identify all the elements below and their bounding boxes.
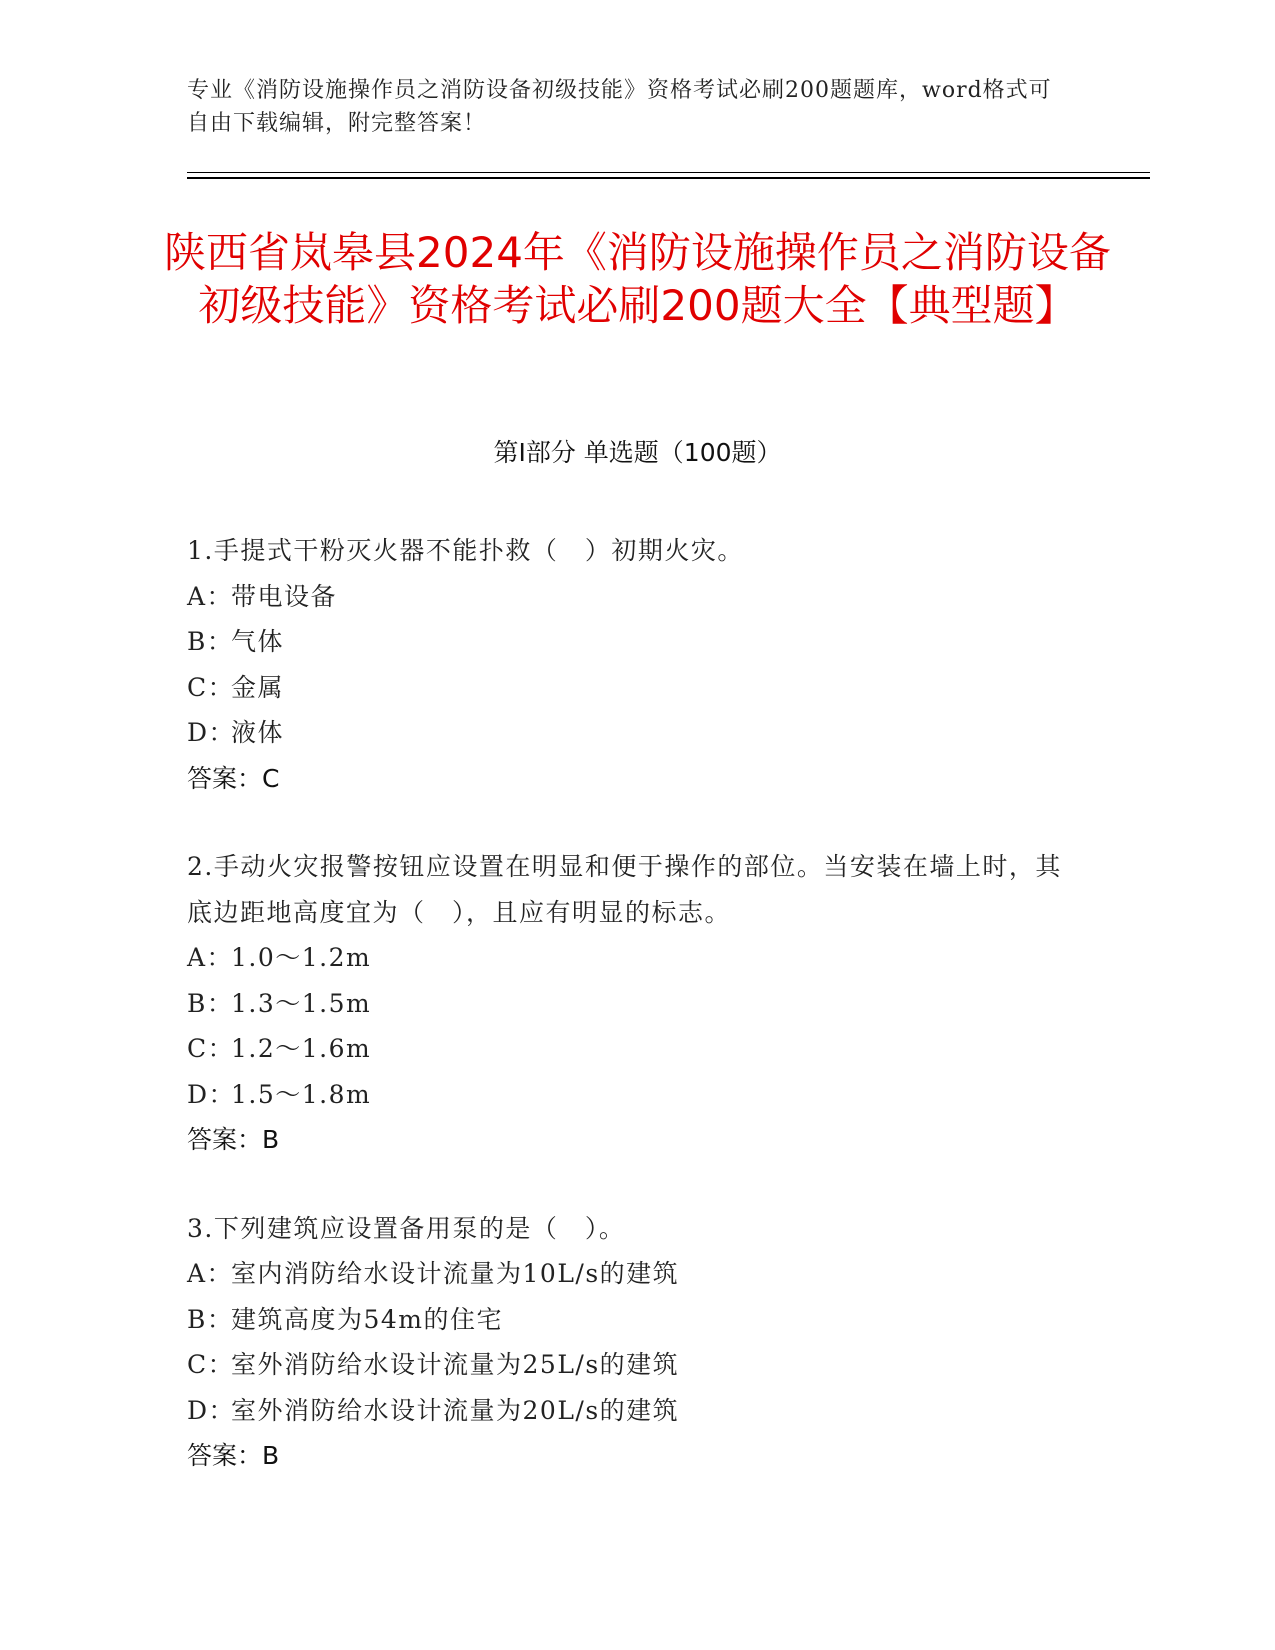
- option-key: C：: [187, 672, 235, 702]
- option-text: 气体: [231, 627, 285, 656]
- option-key: B：: [187, 627, 234, 656]
- option-c: [187, 1342, 1067, 1388]
- option-c: [187, 665, 1067, 711]
- option-text: 1.3～1.5m: [231, 988, 372, 1018]
- option-key: A：: [187, 943, 234, 972]
- option-text: 1.2～1.6m: [231, 1034, 372, 1063]
- header-rule-thick: [187, 177, 1150, 179]
- option-b: [187, 1297, 1067, 1343]
- section-heading: 第I部分 单选题（100题）: [493, 438, 782, 467]
- option-b: [187, 981, 1067, 1027]
- option-text: 室外消防给水设计流量为20L/s的建筑: [231, 1395, 680, 1425]
- option-text: 室外消防给水设计流量为25L/s的建筑: [231, 1350, 680, 1379]
- answer-line: 答案：B: [187, 1125, 280, 1154]
- option-text: 1.5～1.8m: [231, 1079, 372, 1109]
- document-title: 陕西省岚皋县2024年《消防设施操作员之消防设备初级技能》资格考试必刷200题大全【典型题】: [164, 228, 1111, 330]
- option-b: [187, 619, 1067, 665]
- option-text: 金属: [231, 672, 285, 702]
- question-2: [187, 844, 1067, 1163]
- option-d: [187, 710, 1067, 756]
- option-key: D：: [187, 1079, 236, 1109]
- option-text: 带电设备: [231, 581, 338, 611]
- option-a: [187, 935, 1067, 981]
- option-d: [187, 1072, 1067, 1118]
- question-list: [187, 528, 1067, 1522]
- header-rule-thin: [187, 172, 1150, 173]
- option-text: 建筑高度为54m的住宅: [231, 1304, 504, 1334]
- option-text: 1.0～1.2m: [231, 943, 372, 972]
- option-key: A：: [187, 1259, 234, 1288]
- answer-line: 答案：B: [187, 1441, 280, 1470]
- option-text: 液体: [231, 718, 285, 747]
- option-text: 室内消防给水设计流量为10L/s的建筑: [231, 1259, 680, 1288]
- intro-text: 专业《消防设施操作员之消防设备初级技能》资格考试必刷200题题库，word格式可自由下载编辑，附完整答案！: [187, 78, 1052, 136]
- question-stem: 1.手提式干粉灭火器不能扑救（ ）初期火灾。: [187, 536, 744, 565]
- option-key: A：: [187, 581, 234, 611]
- question-1: [187, 528, 1067, 801]
- option-key: B：: [187, 1304, 234, 1334]
- answer-line: 答案：C: [187, 763, 280, 793]
- question-3: [187, 1206, 1067, 1479]
- option-a: [187, 1251, 1067, 1297]
- option-key: C：: [187, 1350, 235, 1379]
- option-d: [187, 1388, 1067, 1434]
- question-stem: 3.下列建筑应设置备用泵的是（ ）。: [187, 1213, 626, 1243]
- option-a: [187, 574, 1067, 620]
- option-key: B：: [187, 988, 234, 1018]
- option-key: C：: [187, 1034, 235, 1063]
- option-key: D：: [187, 718, 236, 747]
- option-c: [187, 1026, 1067, 1072]
- question-stem: 2.手动火灾报警按钮应设置在明显和便于操作的部位。当安装在墙上时，其底边距地高度宜为（ ），且应有明显的标志。: [187, 852, 1062, 927]
- option-key: D：: [187, 1395, 236, 1425]
